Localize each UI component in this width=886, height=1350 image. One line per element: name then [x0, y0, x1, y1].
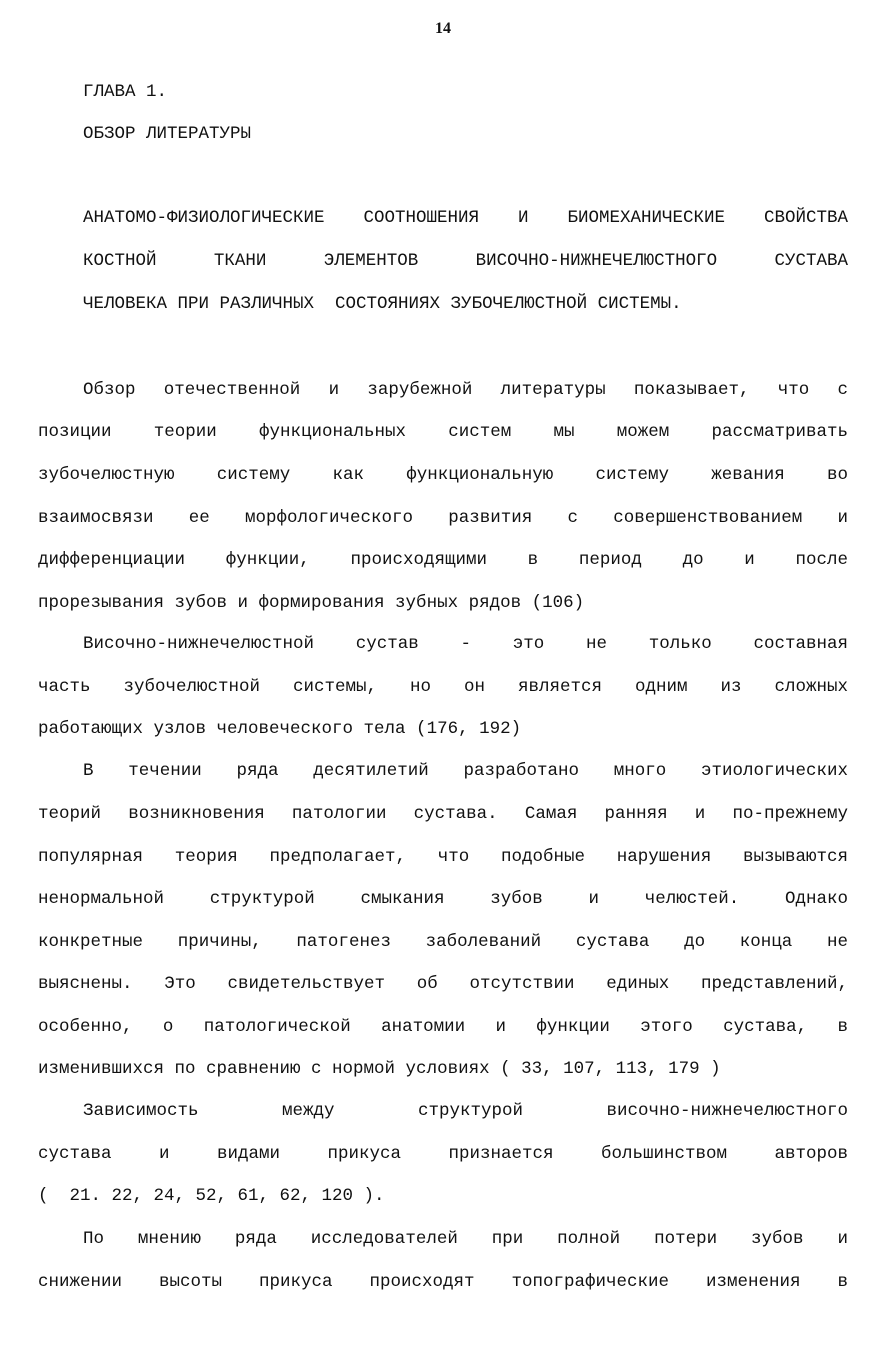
text-line: сустава и видами прикуса признается большинством авторов: [38, 1144, 848, 1164]
section-title-line: АНАТОМО-ФИЗИОЛОГИЧЕСКИЕ СООТНОШЕНИЯ И БИОМЕХАНИЧЕСКИЕ СВОЙСТВА: [83, 208, 848, 228]
text-line: снижении высоты прикуса происходят топографические изменения в: [38, 1272, 848, 1292]
chapter-title: ОБЗОР ЛИТЕРАТУРЫ: [83, 124, 252, 144]
text-line: позиции теории функциональных систем мы можем рассматривать: [38, 422, 848, 442]
text-line: конкретные причины, патогенез заболеваний сустава до конца не: [38, 932, 848, 952]
text-line: работающих узлов человеческого тела (176, 192): [38, 719, 522, 739]
text-line: особенно, о патологической анатомии и функции этого сустава, в: [38, 1017, 848, 1037]
text-line: Зависимость между структурой височно-нижнечелюстного: [83, 1101, 848, 1121]
text-line: По мнению ряда исследователей при полной потери зубов и: [83, 1229, 848, 1249]
text-line: Височно-нижнечелюстной сустав - это не только составная: [83, 634, 848, 654]
chapter-heading: ГЛАВА 1.: [83, 82, 168, 102]
text-line: выяснены. Это свидетельствует об отсутствии единых представлений,: [38, 974, 848, 994]
text-line: теорий возникновения патологии сустава. Самая ранняя и по-прежнему: [38, 804, 848, 824]
text-line: изменившихся по сравнению с нормой условиях ( 33, 107, 113, 179 ): [38, 1059, 721, 1079]
text-line: прорезывания зубов и формирования зубных рядов (106): [38, 593, 585, 613]
text-line: популярная теория предполагает, что подобные нарушения вызываются: [38, 847, 848, 867]
section-title-line: КОСТНОЙ ТКАНИ ЭЛЕМЕНТОВ ВИСОЧНО-НИЖНЕЧЕЛЮСТНОГО СУСТАВА: [83, 251, 848, 271]
text-line: ( 21. 22, 24, 52, 61, 62, 120 ).: [38, 1186, 385, 1206]
section-title-line: ЧЕЛОВЕКА ПРИ РАЗЛИЧНЫХ СОСТОЯНИЯХ ЗУБОЧЕЛЮСТНОЙ СИСТЕМЫ.: [83, 294, 682, 314]
text-line: часть зубочелюстной системы, но он является одним из сложных: [38, 677, 848, 697]
text-line: В течении ряда десятилетий разработано много этиологических: [83, 761, 848, 781]
text-line: ненормальной структурой смыкания зубов и челюстей. Однако: [38, 889, 848, 909]
text-line: взаимосвязи ее морфологического развития с совершенствованием и: [38, 508, 848, 528]
page-number: 14: [435, 20, 451, 37]
text-line: Обзор отечественной и зарубежной литературы показывает, что с: [83, 380, 848, 400]
text-line: зубочелюстную систему как функциональную систему жевания во: [38, 465, 848, 485]
text-line: дифференциации функции, происходящими в период до и после: [38, 550, 848, 570]
